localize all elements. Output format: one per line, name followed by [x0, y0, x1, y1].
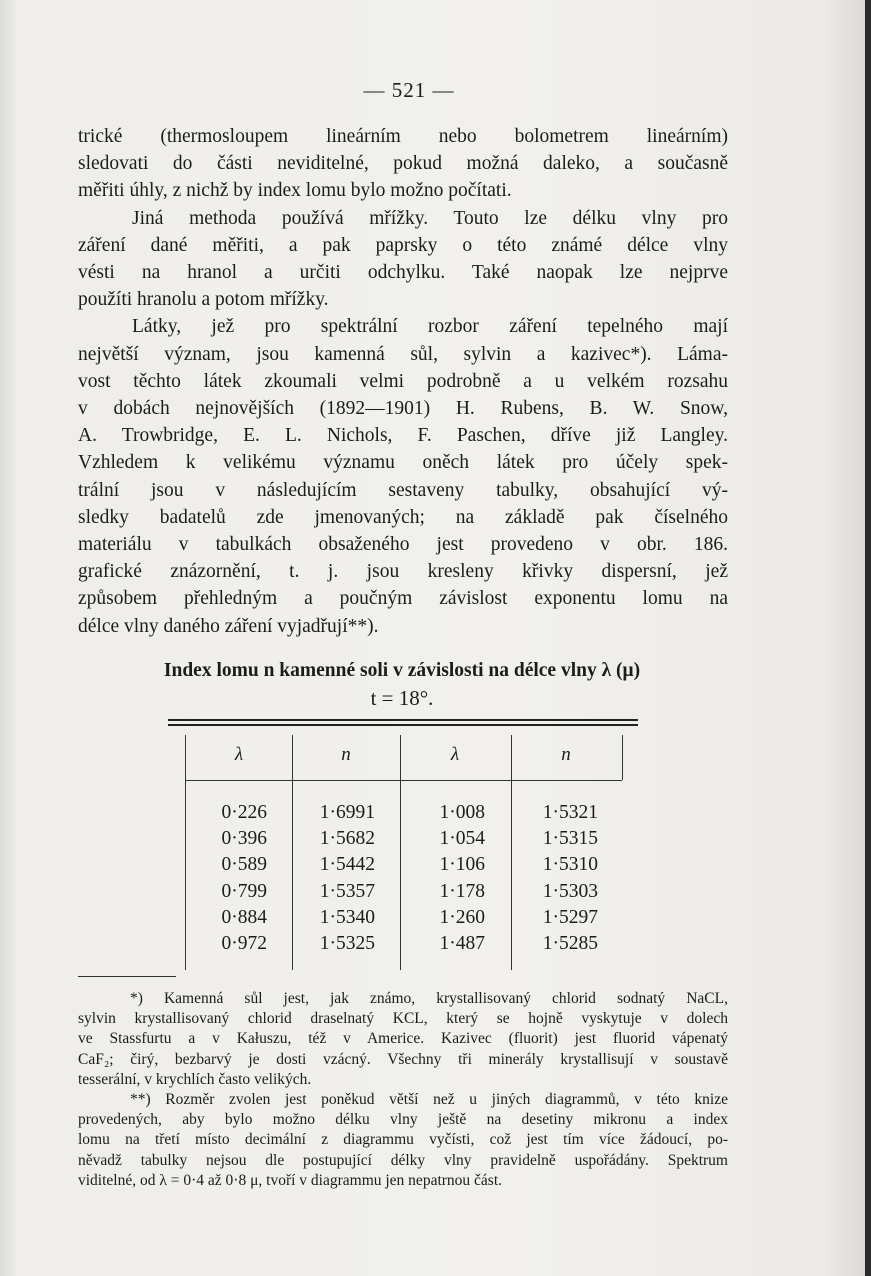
table-header-n: n — [561, 744, 571, 765]
table-cell: 0·884 — [221, 906, 267, 928]
body-line: A. Trowbridge, E. L. Nichols, F. Paschen, dříve již Langley. — [78, 425, 728, 447]
table-column-lambda-2 — [425, 800, 485, 957]
footnote-line: lomu na třetí místo decimální z diagrammu vyčísti, což jest tím více žádoucí, po- — [78, 1131, 728, 1149]
body-line: největší význam, jsou kamenná sůl, sylvin a kazivec*). Láma- — [78, 343, 728, 365]
page-edge-shadow — [865, 0, 871, 1276]
table-column-n-2 — [530, 800, 598, 957]
table-cell: 0·589 — [221, 854, 267, 876]
table-cell: 1·5442 — [319, 854, 375, 876]
table-header-rule — [185, 780, 622, 781]
table-top-rule-double — [168, 724, 638, 726]
table-cell: 1·178 — [439, 880, 485, 902]
footnote-separator — [78, 976, 176, 977]
table-cell: 1·6991 — [319, 802, 375, 823]
table-column-divider — [185, 735, 186, 970]
table-cell: 1·106 — [439, 854, 485, 876]
table-cell: 0·799 — [221, 880, 267, 902]
table-cell: 0·226 — [221, 802, 267, 823]
footnote-line: provedených, aby bylo možno délku vlny ještě na desetiny mikronu a index — [78, 1111, 728, 1129]
table-subtitle: t = 18°. — [370, 686, 434, 710]
body-line: délce vlny daného záření vyjadřují**). — [78, 615, 379, 637]
body-line: grafické znázornění, t. j. jsou kresleny křivky dispersní, jež — [78, 561, 728, 583]
footnotes — [78, 989, 728, 1191]
table-cell: 1·5325 — [319, 932, 375, 954]
table-cell: 1·5285 — [542, 932, 598, 954]
footnote-line: sylvin krystallisovaný chlorid draselnatý KCL, který se hojně vyskytuje v dolech — [78, 1010, 728, 1028]
footnote-line: CaF₂; čirý, bezbarvý je dosti vzácný. Všechny tři minerály krystallisují v soustavě — [78, 1050, 728, 1068]
body-line: Jiná methoda používá mřížky. Touto lze délku vlny pro — [132, 207, 728, 229]
table-header-lambda: λ — [234, 744, 244, 765]
footnote-line: něvadž tabulky nejsou dle postupující délky vlny pravidelně uspořádány. Spektrum — [78, 1151, 728, 1169]
body-line: Vzhledem k velikému významu oněch látek pro účely spek- — [78, 452, 728, 474]
table-cell: 1·5682 — [319, 828, 375, 850]
body-text — [78, 123, 728, 640]
table-column-divider — [511, 735, 512, 970]
body-line: záření dané měřiti, a pak paprsky o této známé délce vlny — [78, 234, 728, 256]
body-line: Látky, jež pro spektrální rozbor záření tepelného mají — [132, 316, 728, 338]
body-line: vésti na hranol a určiti odchylku. Také naopak lze nejprve — [78, 262, 728, 284]
table-cell: 1·5310 — [542, 854, 598, 876]
body-line: použíti hranolu a potom mřížky. — [78, 289, 329, 311]
page-number: — 521 — — [363, 78, 455, 102]
body-line: měřiti úhly, z nichž by index lomu bylo možno počítati. — [78, 180, 512, 202]
footnote-line: tesserální, v krychlích často velikých. — [78, 1070, 312, 1088]
table-cell: 1·5340 — [319, 906, 375, 928]
table-cell: 0·396 — [221, 828, 267, 850]
table-column-divider — [400, 735, 401, 970]
table-column-lambda-1 — [207, 800, 267, 957]
table-cell: 1·008 — [439, 802, 485, 823]
table-cell: 1·260 — [439, 906, 485, 928]
table-title: Index lomu n kamenné soli v závislosti na délce vlny λ (μ) — [163, 660, 641, 681]
table-cell: 0·972 — [221, 932, 267, 954]
body-line: v dobách nejnovějších (1892—1901) H. Rubens, B. W. Snow, — [78, 398, 728, 420]
table-column-n-1 — [309, 800, 375, 957]
table-header-lambda: λ — [450, 744, 460, 765]
table-top-rule — [168, 719, 638, 721]
footnote-line: **) Rozměr zvolen jest poněkud větší než u jiných diagrammů, v této knize — [130, 1091, 728, 1109]
table-cell: 1·5303 — [542, 880, 598, 902]
footnote-line: viditelné, od λ = 0·4 až 0·8 μ, tvoří v diagrammu jen nepatrnou část. — [78, 1171, 503, 1189]
table-cell: 1·5321 — [542, 802, 598, 823]
table-cell: 1·487 — [439, 932, 485, 954]
body-line: materiálu v tabulkách obsaženého jest provedeno v obr. 186. — [78, 534, 728, 556]
body-line: vost těchto látek zkoumali velmi podrobně a u velkém rozsahu — [78, 370, 728, 392]
table-cell: 1·5357 — [319, 880, 375, 902]
body-line: sledovati do části neviditelné, pokud možná daleko, a současně — [78, 153, 728, 175]
body-line: trální jsou v následujícím sestaveny tabulky, obsahující vý- — [78, 479, 728, 501]
table-column-divider — [622, 735, 623, 780]
table-cell: 1·5315 — [542, 828, 598, 850]
footnote-line: ve Stassfurtu a v Kałuszu, též v Americe. Kazivec (fluorit) jest fluorid vápenatý — [78, 1030, 728, 1048]
body-line: trické (thermosloupem lineárním nebo bolometrem lineárním) — [78, 126, 728, 147]
table-column-divider — [292, 735, 293, 970]
table-cell: 1·054 — [439, 828, 485, 850]
footnote-line: *) Kamenná sůl jest, jak známo, krystallisovaný chlorid sodnatý NaCL, — [130, 990, 728, 1007]
body-line: sledky badatelů zde jmenovaných; na základě pak číselného — [78, 506, 728, 528]
body-line: způsobem přehledným a poučným závislost exponentu lomu na — [78, 588, 728, 610]
table-cell: 1·5297 — [542, 906, 598, 928]
table-header-n: n — [341, 744, 351, 765]
